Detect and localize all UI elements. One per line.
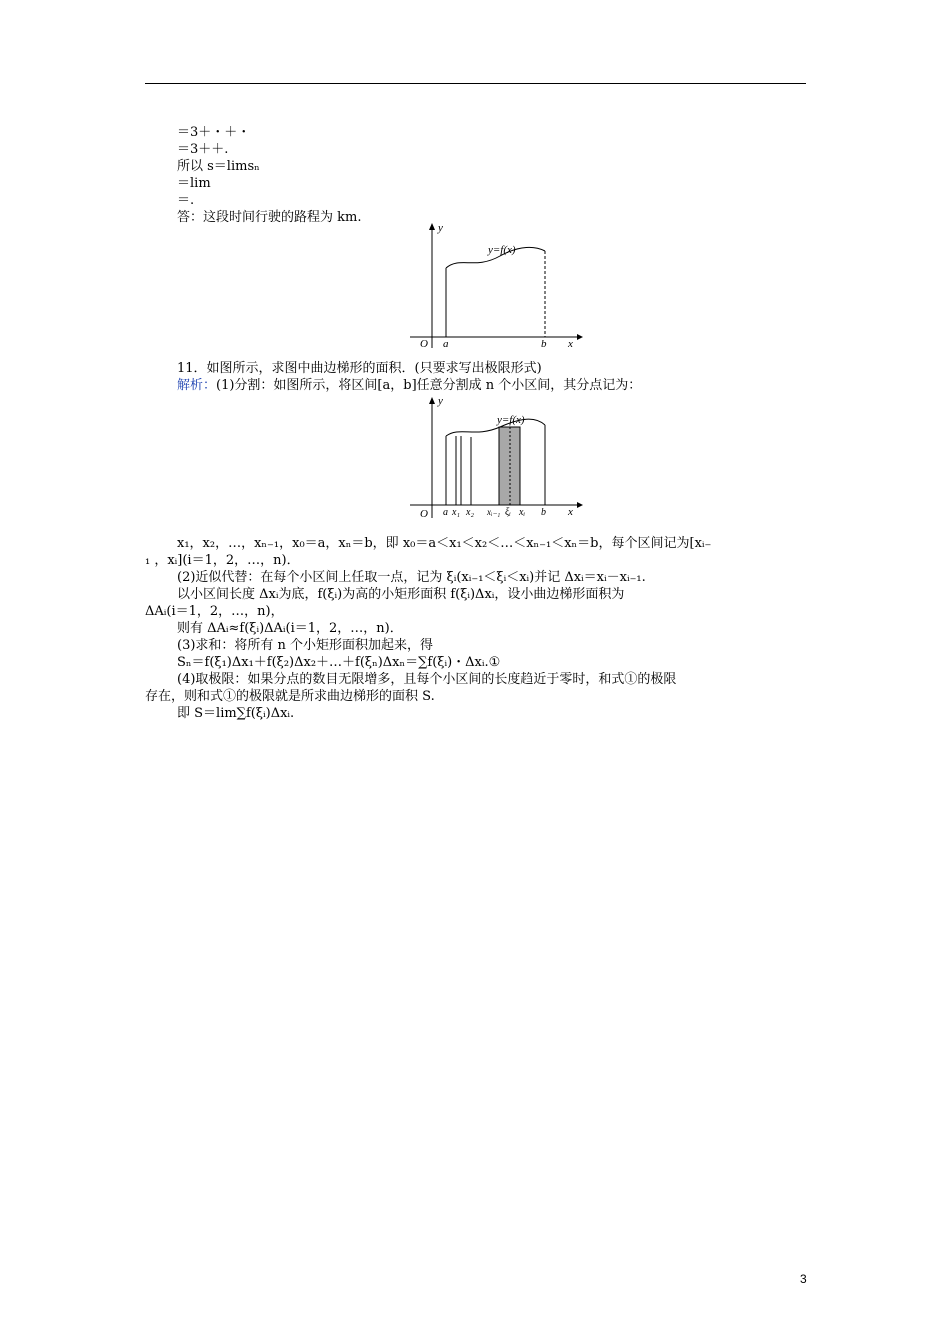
text-line-interval: ₁ ，xᵢ](i＝1，2，…，n)． — [145, 553, 300, 568]
fig1-a-label: a — [443, 338, 449, 350]
text-line-limit: (4)取极限：如果分点的数目无限增多，且每个小区间的长度趋近于零时，和式①的极限 — [177, 672, 677, 687]
analysis-label: 解析： — [177, 378, 217, 393]
text-line-sum: (3)求和：将所有 n 个小矩形面积加起来，得 — [177, 638, 434, 653]
fig2-tick-xi-1: xᵢ₋₁ — [487, 507, 501, 517]
fig1-func-label: y=f(x) — [488, 244, 516, 256]
text-line-rect-area: 以小区间长度 Δxᵢ为底，f(ξᵢ)为高的小矩形面积 f(ξᵢ)Δxᵢ，设小曲边梯形面积为 — [177, 587, 625, 602]
answer-line: 答：这段时间行驶的路程为 km. — [177, 210, 362, 225]
fig1-y-label: y — [438, 222, 443, 234]
fig1-b-label: b — [541, 338, 547, 350]
text-line-2: ＝3＋＋. — [177, 142, 229, 157]
fig2-tick-xi-greek: ξᵢ — [505, 507, 511, 518]
text-line-5: ＝. — [177, 193, 195, 208]
text-line-sum-formula: Sₙ＝f(ξ₁)Δx₁＋f(ξ₂)Δx₂＋…＋f(ξₙ)Δxₙ＝∑f(ξᵢ)・Δxᵢ.① — [177, 655, 501, 670]
text-line-approx-eq: 则有 ΔAᵢ≈f(ξᵢ)ΔAᵢ(i＝1，2，…，n)． — [177, 621, 403, 636]
fig2-origin: O — [420, 508, 428, 520]
text-line-4: ＝lim — [177, 176, 211, 191]
text-line-1: ＝3＋・＋・ — [177, 125, 251, 140]
fig2-tick-b: b — [541, 507, 546, 518]
figure-partition — [405, 394, 585, 524]
fig2-y-label: y — [438, 395, 443, 407]
fig2-tick-xi: xᵢ — [519, 507, 526, 518]
fig1-x-label: x — [568, 338, 573, 350]
figure-curved-trapezoid — [405, 218, 585, 353]
header-rule — [145, 83, 806, 84]
text-line-limit-2: 存在，则和式①的极限就是所求曲边梯形的面积 S. — [145, 689, 435, 704]
page-number: 3 — [800, 1272, 807, 1286]
analysis-line — [177, 378, 641, 394]
fig1-origin: O — [420, 338, 428, 350]
fig2-x-label: x — [568, 506, 573, 518]
text-line-result: 即 S＝lim∑f(ξᵢ)Δxᵢ. — [177, 706, 295, 721]
fig2-tick-x1: x₁ — [452, 507, 460, 518]
fig2-tick-x2: x₂ — [466, 507, 474, 518]
text-line-partition-points: x₁，x₂，…，xₙ₋₁，x₀＝a，xₙ＝b，即 x₀＝a＜x₁＜x₂＜…＜xₙ₋₁＜xₙ＝b，每个区间记为[xᵢ₋ — [177, 536, 712, 551]
question-11: 11．如图所示，求图中曲边梯形的面积．(只要求写出极限形式) — [177, 361, 542, 376]
analysis-text: (1)分割：如图所示，将区间[a，b]任意分割成 n 个小区间，其分点记为： — [216, 378, 642, 393]
text-line-approx: (2)近似代替：在每个小区间上任取一点，记为 ξᵢ(xᵢ₋₁＜ξᵢ＜xᵢ)并记 Δxᵢ＝xᵢ－xᵢ₋₁. — [177, 570, 646, 585]
text-line-3: 所以 s＝limsₙ — [177, 159, 260, 174]
fig2-func-label: y=f(x) — [497, 414, 525, 426]
text-line-delta-a: ΔAᵢ(i＝1，2，…，n)， — [145, 604, 284, 619]
fig2-tick-a: a — [443, 507, 448, 518]
